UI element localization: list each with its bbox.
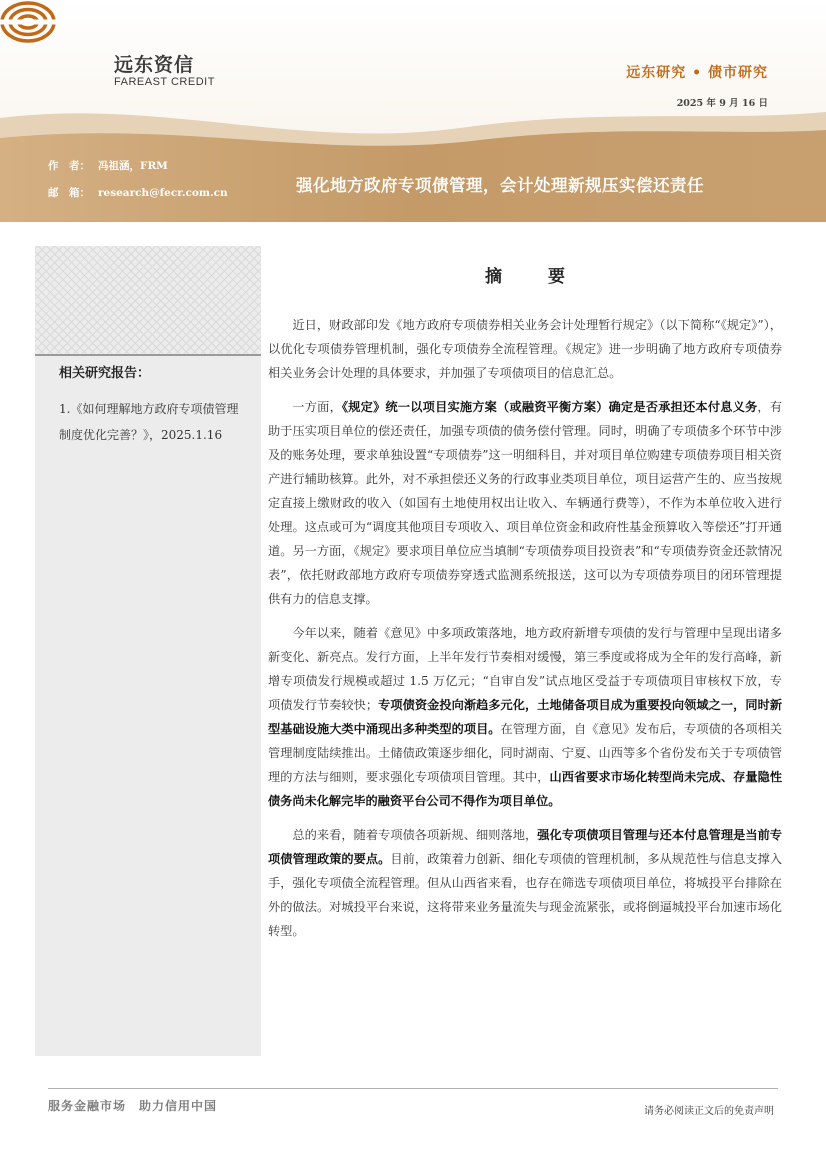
sidebar-divider xyxy=(35,354,261,356)
text-run: 在管理方面，自《意见》发布后，专项债的各项相关管理制度陆续推出。土储债政策逐步细化，同时湖南、宁夏、山西等多个省份发布关于专项债管理的方法与细则，要求强化专项债项目管理。其中， xyxy=(268,722,782,784)
text-run: 目前，政策着力创新、细化专项债的管理机制，多从规范性与信息支撑入手，强化专项债全流程管理。但从山西省来看，也存在筛选专项债项目单位，将城投平台排除在外的做法。对城投平台来说，这将带来业务量流失与现金流紧张，或将倒逼城投平台加速市场化转型。 xyxy=(268,852,783,938)
footer-slogan: 服务金融市场 助力信用中国 xyxy=(48,1099,218,1113)
abstract-paragraph-2 xyxy=(268,395,782,611)
text-run: ，有助于压实项目单位的偿还责任，加强专项债的债务偿付管理。同时，明确了专项债多个环节中涉及的账务处理，要求单独设置“专项债券”这一明细科目，并对项目单位购建专项债券项目相关资产进行辅助核算。此外，对不承担偿还义务的行政事业类项目单位，项目运营产生的、应当按规定直接上缴财政的收入（如国有土地使用权出让收入、车辆通行费等），不作为本单位收入进行处理。这点或可为“调度其他项目专项收入、项目单位资金和政府性基金预算收入等偿还”打开通道。另一方面，《规定》要求项目单位应当填制“专项债券项目投资表”和“专项债券资金还款情况表”，依托财政部地方政府专项债券穿透式监测系统报送，这可以为专项债券项目的闭环管理提供有力的信息支撑。 xyxy=(268,400,783,606)
sidebar xyxy=(35,246,261,1056)
author-line xyxy=(48,158,168,173)
author-label: 作 者： xyxy=(48,160,90,172)
report-title: 强化地方政府专项债管理，会计处理新规压实偿还责任 xyxy=(296,176,704,195)
abstract-paragraph-1: 近日，财政部印发《地方政府专项债券相关业务会计处理暂行规定》（以下简称“《规定》”），以优化专项债券管理机制，强化专项债券全流程管理。《规定》进一步明确了地方政府专项债券相关业务会计处理的具体要求，并加强了专项债项目的信息汇总。 xyxy=(268,318,782,380)
email-link[interactable]: research@fecr.com.cn xyxy=(98,187,228,199)
report-series: 远东研究 • 债市研究 xyxy=(626,65,768,81)
fareast-logo-icon xyxy=(0,0,56,44)
text-run: 今年以来，随着《意见》中多项政策落地，地方政府新增专项债的发行与管理中呈现出诸多新变化、新亮点。发行方面，上半年发行节奏相对缓慢，第三季度或将成为全年的发行高峰，新增专项债发行规模或超过 1.5 万亿元；“自审自发”试点地区受益于专项债项目审核权下放，专项债发行节奏较快； xyxy=(268,626,782,712)
bold-text-run: 强化专项债项目管理与还本付息管理是当前专项债管理政策的要点。 xyxy=(268,828,783,866)
abstract-paragraph-3 xyxy=(268,621,782,813)
bold-text-run: 专项债资金投向渐趋多元化，土地储备项目成为重要投向领域之一，同时新型基础设施大类中涌现出多种类型的项目。 xyxy=(268,698,783,736)
bold-text-run: 山西省要求市场化转型尚未完成、存量隐性债务尚未化解完毕的融资平台公司不得作为项目单位。 xyxy=(268,770,783,808)
main-content xyxy=(268,258,782,953)
footer-disclaimer: 请务必阅读正文后的免责声明 xyxy=(644,1106,774,1117)
abstract-paragraph-4 xyxy=(268,823,782,943)
author-value: 冯祖涵，FRM xyxy=(98,160,168,172)
brand-name-cn: 远东资信 xyxy=(114,54,195,76)
report-date: 2025 年 9 月 16 日 xyxy=(676,98,768,109)
text-run: 一方面， xyxy=(292,400,342,414)
header-band xyxy=(0,0,826,222)
email-line xyxy=(48,185,228,200)
abstract-title: 摘 要 xyxy=(485,267,585,287)
footer-divider xyxy=(48,1088,778,1089)
related-reports-title: 相关研究报告： xyxy=(59,366,151,381)
email-label: 邮 箱： xyxy=(48,187,90,199)
text-run: 总的来看，随着专项债各项新规、细则落地， xyxy=(292,828,538,842)
bold-text-run: 《规定》统一以项目实施方案（或融资平衡方案）确定是否承担还本付息义务 xyxy=(341,400,758,414)
related-report-link[interactable]: 1.《如何理解地方政府专项债管理制度优化完善？》，2025.1.16 xyxy=(59,402,239,442)
brand-name-en: FAREAST CREDIT xyxy=(114,76,215,88)
sidebar-hatch-pattern xyxy=(35,246,261,354)
